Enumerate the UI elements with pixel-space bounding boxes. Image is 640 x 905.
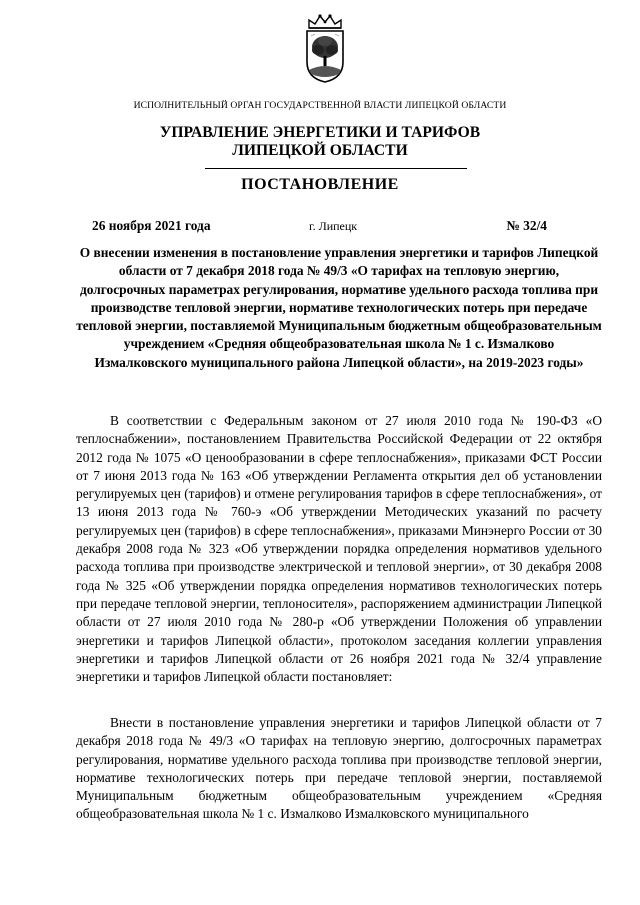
coat-of-arms-icon [295,12,355,84]
department-name [0,124,640,160]
document-number: № 32/4 [506,218,547,233]
body-paragraph-1: В соответствии с Федеральным законом от 27 июля 2010 года № 190-ФЗ «О теплоснабжении», постановлением Правительства Российской Федерации от 22 октября 2012 года № 1075 «О ценообразовании в сфере теплоснабжения», приказами ФСТ России от 7 июня 2013 года № 163 «Об утверждении Регламента открытия дел об установлении регулируемых цен (тарифов) и отмене регулирования тарифов в сфере теплоснабжения», от 13 июня 2013 года № 760-э «Об утверждении Методических указаний по расчету регулируемых цен (тарифов) в сфере теплоснабжения», приказами Минэнерго России от 30 декабря 2008 года № 323 «Об утверждении порядка определения нормативов удельного расхода топлива при производстве электрической и тепловой энергии», от 30 декабря 2008 года № 325 «Об утверждении порядка определения нормативов технологических потерь при передаче тепловой энергии, теплоносителя», распоряжением администрации Липецкой области от 27 июля 2010 года № 280-р «Об утверждении Положения об управлении энергетики и тарифов Липецкой области», протоколом заседания коллегии управления энергетики и тарифов Липецкой области от 26 ноября 2021 года № 32/4 управление энергетики и тарифов Липецкой области постановляет: [76,413,602,685]
document-subject: О внесении изменения в постановление управления энергетики и тарифов Липецкой области от 7 декабря 2018 года № 49/3 «О тарифах на тепловую энергию, долгосрочных параметрах регулирования, нормативе удельного расхода топлива при производстве тепловой энергии, нормативе технологических потерь при передаче тепловой энергии, поставляемой Муниципальным бюджетным общеобразовательным учреждением «Средняя общеобразовательная школа № 1 с. Измалково Измалковского муниципального района Липецкой области», на 2019-2023 годы» [76,245,602,370]
document-city: г. Липецк [309,219,358,233]
department-name-line1: УПРАВЛЕНИЕ ЭНЕРГЕТИКИ И ТАРИФОВ [159,124,481,141]
document-date: 26 ноября 2021 года [92,218,211,233]
document-type-title: ПОСТАНОВЛЕНИЕ [241,176,399,193]
department-name-line2: ЛИПЕЦКОЙ ОБЛАСТИ [232,142,408,159]
body-paragraph-2: Внести в постановление управления энергетики и тарифов Липецкой области от 7 декабря 2018 года № 49/3 «О тарифах на тепловую энергию, долгосрочных параметрах регулирования, нормативе удельного расхода топлива при производстве тепловой энергии, нормативе технологических потерь при передаче тепловой энергии, поставляемой Муниципальным бюджетным общеобразовательным учреждением «Средняя общеобразовательная школа № 1 с. Измалково Измалковского муниципального [76,715,602,822]
header-divider [205,168,467,169]
issuing-authority: ИСПОЛНИТЕЛЬНЫЙ ОРГАН ГОСУДАРСТВЕННОЙ ВЛАСТИ ЛИПЕЦКОЙ ОБЛАСТИ [133,100,507,111]
